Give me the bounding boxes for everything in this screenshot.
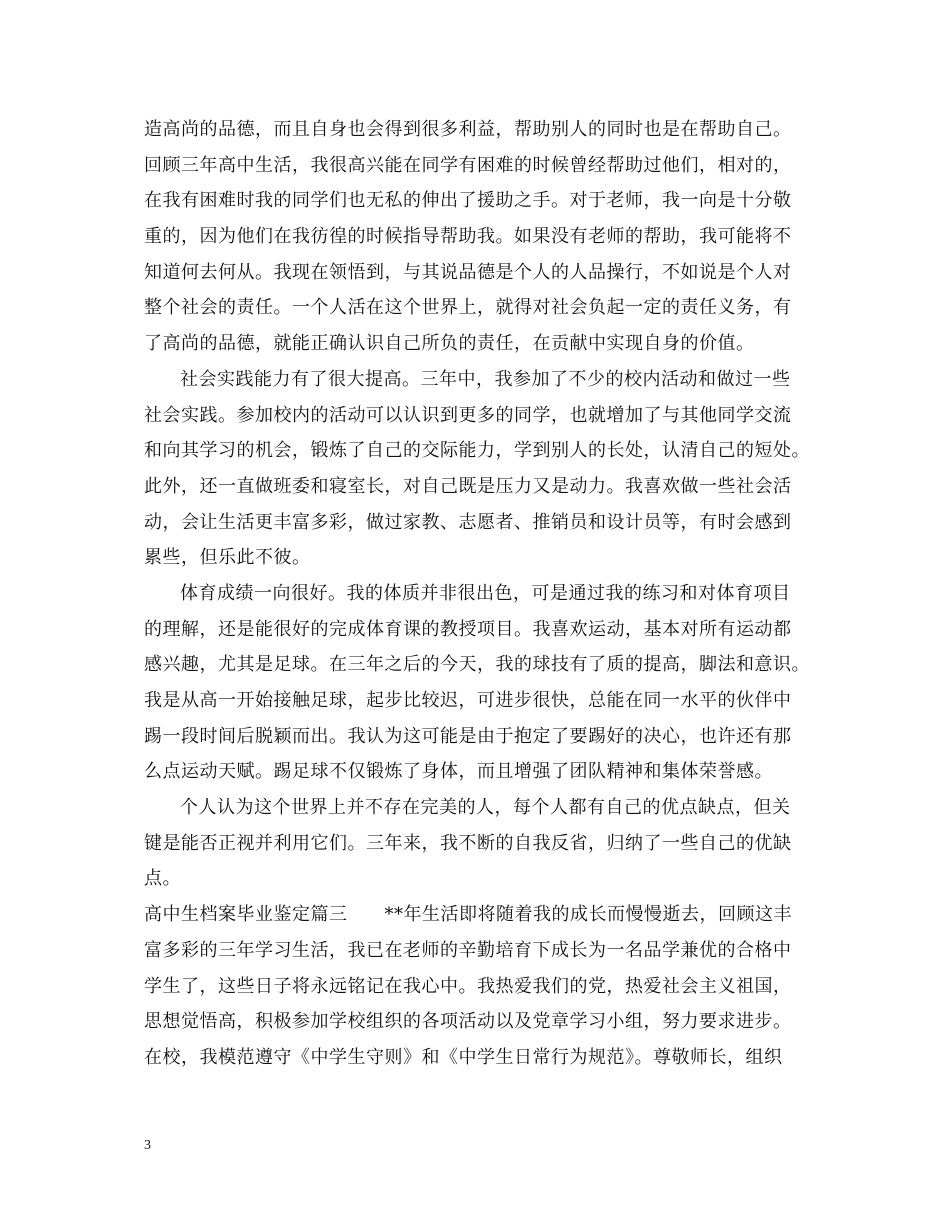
page-number: 3 xyxy=(144,1138,151,1153)
text-line: 回顾三年高中生活，我很高兴能在同学有困难的时候曾经帮助过他们，相对的， xyxy=(144,154,792,176)
paragraph-first-line: 社会实践能力有了很大提高。三年中，我参加了不少的校内活动和做过一些 xyxy=(180,368,791,390)
section-heading-line: 高中生档案毕业鉴定篇三 **年生活即将随着我的成长而慢慢逝去，回顾这丰 xyxy=(144,904,792,926)
document-body xyxy=(144,112,824,1076)
text-line: 学生了，这些日子将永远铭记在我心中。我热爱我们的党，热爱社会主义祖国， xyxy=(144,975,792,997)
text-line: 动，会让生活更丰富多彩，做过家教、志愿者、推销员和设计员等，有时会感到 xyxy=(144,511,792,533)
text-line: 和向其学习的机会，锻炼了自己的交际能力，学到别人的长处，认清自己的短处。 xyxy=(144,440,810,462)
text-line: 了高尚的品德，就能正确认识自己所负的责任，在贡献中实现自身的价值。 xyxy=(144,333,755,355)
text-line: 整个社会的责任。一个人活在这个世界上，就得对社会负起一定的责任义务，有 xyxy=(144,297,792,319)
paragraph-first-line: 个人认为这个世界上并不存在完美的人，每个人都有自己的优点缺点，但关 xyxy=(180,797,791,819)
text-line: 知道何去何从。我现在领悟到，与其说品德是个人的人品操行，不如说是个人对 xyxy=(144,261,792,283)
text-line: 造高尚的品德，而且自身也会得到很多利益，帮助别人的同时也是在帮助自己。 xyxy=(144,119,792,140)
text-line: 么点运动天赋。踢足球不仅锻炼了身体，而且增强了团队精神和集体荣誉感。 xyxy=(144,761,773,783)
text-line: 在我有困难时我的同学们也无私的伸出了援助之手。对于老师，我一向是十分敬 xyxy=(144,190,792,212)
text-line: 点。 xyxy=(144,868,181,890)
text-line: 此外，还一直做班委和寝室长，对自己既是压力又是动力。我喜欢做一些社会活 xyxy=(144,475,792,497)
text-line: 我是从高一开始接触足球，起步比较迟，可进步很快，总能在同一水平的伙伴中 xyxy=(144,690,792,711)
paragraph-first-line: 体育成绩一向很好。我的体质并非很出色，可是通过我的练习和对体育项目 xyxy=(180,582,791,604)
text-line: 键是能否正视并利用它们。三年来，我不断的自我反省，归纳了一些自己的优缺 xyxy=(144,832,792,854)
text-line: 的理解，还是能很好的完成体育课的教授项目。我喜欢运动，基本对所有运动都 xyxy=(144,618,792,640)
text-line: 累些，但乐此不彼。 xyxy=(144,547,311,569)
text-line: 感兴趣，尤其是足球。在三年之后的今天，我的球技有了质的提高，脚法和意识。 xyxy=(144,654,810,676)
text-line: 思想觉悟高，积极参加学校组织的各项活动以及党章学习小组，努力要求进步。 xyxy=(144,1011,792,1033)
text-line: 踢一段时间后脱颖而出。我认为这可能是由于抱定了要踢好的决心，也许还有那 xyxy=(144,725,792,747)
text-line: 社会实践。参加校内的活动可以认识到更多的同学，也就增加了与其他同学交流 xyxy=(144,404,792,426)
text-line: 重的，因为他们在我彷徨的时候指导帮助我。如果没有老师的帮助，我可能将不 xyxy=(144,226,792,248)
text-line: 富多彩的三年学习生活，我已在老师的辛勤培育下成长为一名品学兼优的合格中 xyxy=(144,939,792,961)
text-line: 在校，我模范遵守《中学生守则》和《中学生日常行为规范》。尊敬师长，组织 xyxy=(144,1046,783,1068)
